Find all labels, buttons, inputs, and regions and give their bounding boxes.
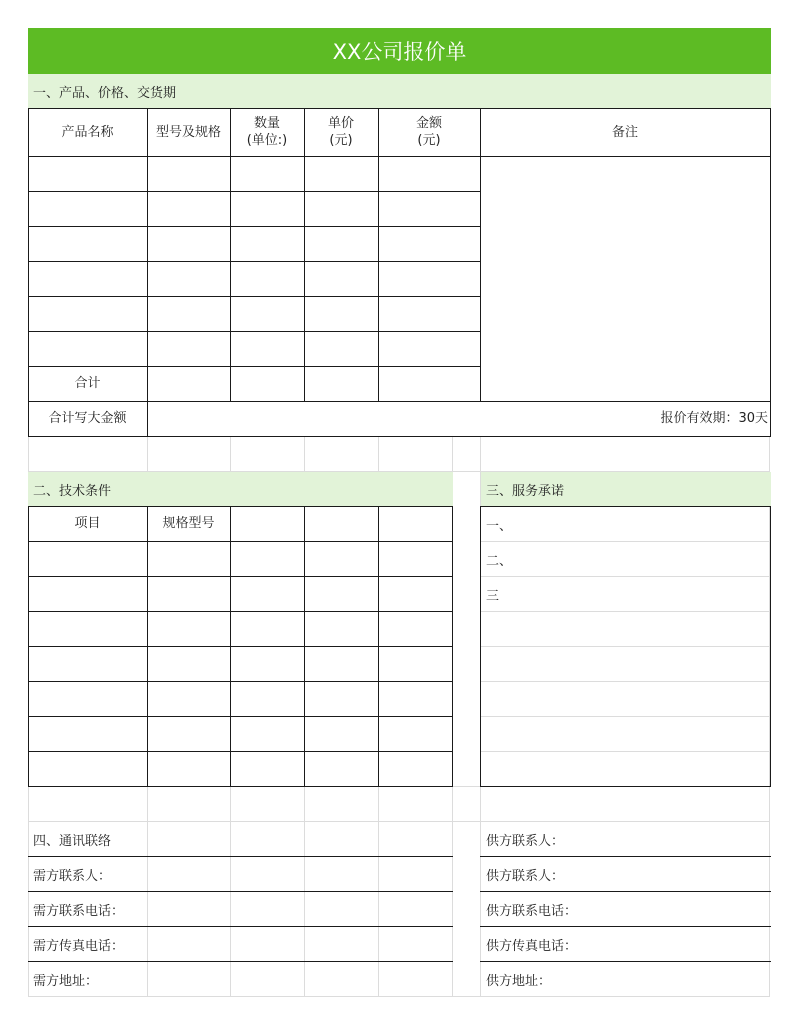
header-spec-model: 规格型号 <box>162 516 215 531</box>
header-remarks: 备注 <box>611 124 638 140</box>
header-amount-unit: (元) <box>417 133 441 148</box>
header-item: 项目 <box>74 516 101 531</box>
header-amount <box>378 108 480 156</box>
supplier-phone-label: 供方联系电话： <box>486 903 578 919</box>
service-line-1: 一、 <box>486 518 513 534</box>
section-heading-technical: 二、技术条件 <box>28 472 453 506</box>
supplier-fax-label: 供方传真电话： <box>486 938 578 954</box>
header-model-spec: 型号及规格 <box>155 124 221 140</box>
buyer-address-label: 需方地址： <box>33 973 99 989</box>
total-in-words-label: 合计写大金额 <box>48 411 127 426</box>
buyer-contact-label: 需方联系人： <box>33 868 112 884</box>
service-line-2: 二、 <box>486 553 513 569</box>
page-title: XX公司报价单 <box>28 28 771 74</box>
supplier-contact-label: 供方联系人： <box>486 833 565 849</box>
subtotal-label: 合计 <box>74 376 101 391</box>
buyer-fax-label: 需方传真电话： <box>33 938 125 954</box>
header-unit-price-unit: (元) <box>329 133 353 148</box>
header-amount-label: 金额 <box>415 116 442 131</box>
buyer-phone-label: 需方联系电话： <box>33 903 125 919</box>
section-heading-service: 三、服务承诺 <box>481 472 771 506</box>
header-unit-price <box>304 108 378 156</box>
header-quantity-unit: (单位:) <box>246 133 288 148</box>
supplier-address-label: 供方地址： <box>486 973 552 989</box>
section-heading-contacts: 四、通讯联络 <box>33 833 112 849</box>
section-heading-products: 一、产品、价格、交货期 <box>28 74 771 108</box>
service-line-3: 三 <box>486 588 500 604</box>
quote-validity: 报价有效期：30天 <box>660 411 768 426</box>
header-unit-price-label: 单价 <box>327 116 354 131</box>
header-quantity-label: 数量 <box>253 116 280 131</box>
supplier-contact-label-2: 供方联系人： <box>486 868 565 884</box>
header-quantity <box>230 108 304 156</box>
header-product-name: 产品名称 <box>61 124 114 140</box>
